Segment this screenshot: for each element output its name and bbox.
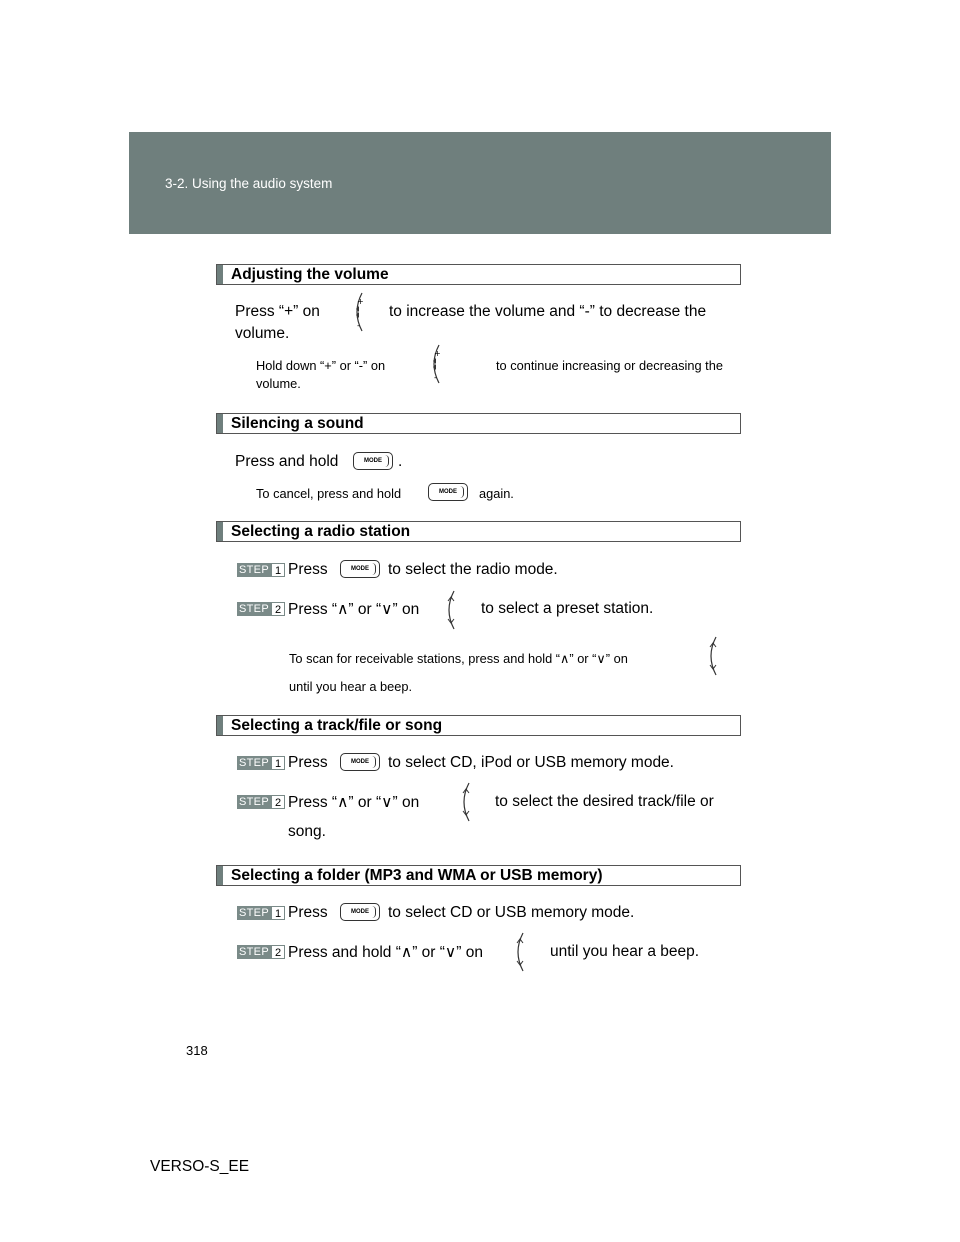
volume-rocker-icon <box>425 344 445 384</box>
step-1-badge: STEP 1 <box>237 756 285 770</box>
step-2-badge: STEP 2 <box>237 795 285 809</box>
step-text: Press “∧” or “∨” on <box>288 794 420 811</box>
mode-button-icon: MODE <box>340 753 380 771</box>
body-text: Press “+” on <box>235 303 320 320</box>
step-text: until you hear a beep. <box>550 943 700 960</box>
step-2-badge: STEP 2 <box>237 945 285 959</box>
section-heading-track <box>216 715 741 736</box>
heading-accent-bar <box>217 716 223 735</box>
seek-rocker-icon <box>702 636 722 676</box>
step-text: song. <box>288 823 326 840</box>
model-code: VERSO-S_EE <box>150 1158 250 1175</box>
step-1-badge: STEP 1 <box>237 906 285 920</box>
section-heading-silence <box>216 413 741 434</box>
mode-button-icon: MODE <box>353 452 393 470</box>
svg-text:+: + <box>357 297 364 306</box>
mode-button-icon: MODE <box>340 560 380 578</box>
section-heading-radio <box>216 521 741 542</box>
step-text: to select CD, iPod or USB memory mode. <box>388 754 674 771</box>
heading-accent-bar <box>217 414 223 433</box>
note-text: To scan for receivable stations, press and hold “∧” or “∨” on <box>289 651 628 666</box>
step-1-badge: STEP 1 <box>237 563 285 577</box>
heading-accent-bar <box>217 522 223 541</box>
svg-text:+: + <box>434 349 441 358</box>
step-text: Press “∧” or “∨” on <box>288 601 420 618</box>
section-title: Selecting a folder (MP3 and WMA or USB memory) <box>231 867 603 884</box>
heading-accent-bar <box>217 866 223 885</box>
seek-rocker-icon <box>509 932 529 972</box>
step-text: Press and hold “∧” or “∨” on <box>288 944 483 961</box>
seek-rocker-icon <box>455 782 475 822</box>
svg-text:-: - <box>357 321 360 330</box>
section-heading-volume <box>216 264 741 285</box>
page-number: 318 <box>186 1043 208 1058</box>
note-text: until you hear a beep. <box>289 679 413 694</box>
step-text: Press <box>288 561 328 578</box>
mode-button-icon: MODE <box>340 903 380 921</box>
volume-rocker-icon <box>348 292 368 332</box>
section-title: Selecting a track/file or song <box>231 717 443 734</box>
note-text: To cancel, press and hold <box>256 486 402 501</box>
body-text: volume. <box>235 325 290 342</box>
step-text: to select a preset station. <box>481 600 654 617</box>
body-text: . <box>398 453 403 470</box>
body-text: to increase the volume and “-” to decrease the <box>389 303 707 320</box>
step-text: Press <box>288 904 328 921</box>
section-title: Selecting a radio station <box>231 523 411 540</box>
step-text: to select the radio mode. <box>388 561 558 578</box>
mode-button-icon: MODE <box>428 483 468 501</box>
note-text: volume. <box>256 376 301 391</box>
section-title: Silencing a sound <box>231 415 364 432</box>
step-text: to select the desired track/file or <box>495 793 714 810</box>
svg-text:-: - <box>434 373 437 382</box>
heading-accent-bar <box>217 265 223 284</box>
step-text: Press <box>288 754 328 771</box>
section-title: Adjusting the volume <box>231 266 389 283</box>
step-2-badge: STEP 2 <box>237 602 285 616</box>
chapter-header <box>129 132 831 234</box>
step-text: to select CD or USB memory mode. <box>388 904 635 921</box>
chapter-title: 3-2. Using the audio system <box>165 176 333 191</box>
note-text: again. <box>479 486 514 501</box>
body-text: Press and hold <box>235 453 339 470</box>
section-heading-folder <box>216 865 741 886</box>
seek-rocker-icon <box>440 590 460 630</box>
note-text: Hold down “+” or “-” on <box>256 358 386 373</box>
note-text: to continue increasing or decreasing the <box>496 358 723 373</box>
